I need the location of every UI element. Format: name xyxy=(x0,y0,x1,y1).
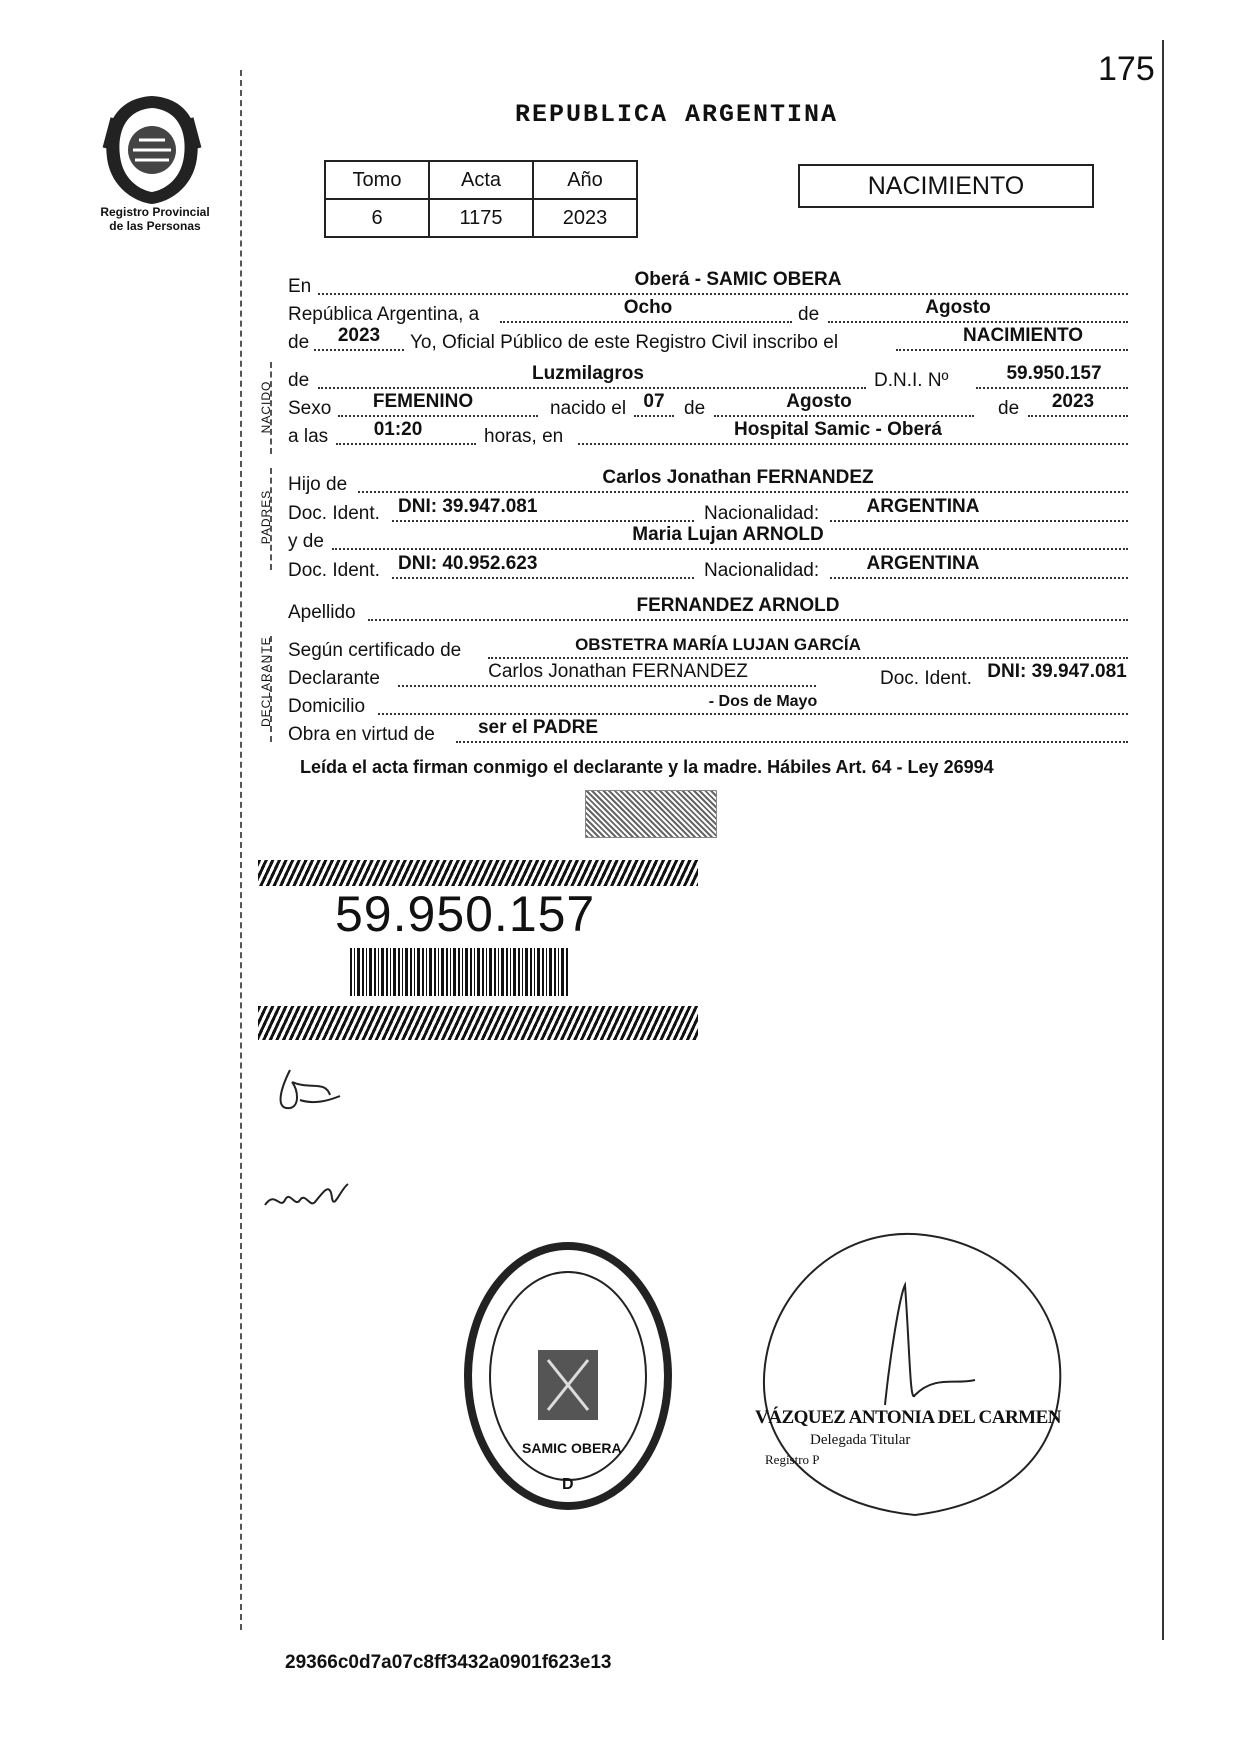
padre-nac-dots xyxy=(830,520,1128,522)
declarante-value: Carlos Jonathan FERNANDEZ xyxy=(488,661,748,682)
declarante-doc: DNI: 39.947.081 xyxy=(987,661,1127,682)
security-strip-top xyxy=(258,860,698,886)
apellido-value: FERNANDEZ ARNOLD xyxy=(636,595,840,616)
nacido-year-dots xyxy=(1028,415,1128,417)
dni-large: 59.950.157 xyxy=(335,886,596,942)
nombre-value: Luzmilagros xyxy=(532,363,644,384)
alas-label: a las xyxy=(288,426,329,447)
hijo-dots xyxy=(358,491,1128,493)
official-signature xyxy=(735,1205,1085,1535)
alas-dots xyxy=(336,443,476,445)
barcode xyxy=(350,948,570,996)
nacido-label: nacido el xyxy=(550,398,627,419)
official-name: VÁZQUEZ ANTONIA DEL CARMEN xyxy=(755,1407,1062,1428)
republica-month: Agosto xyxy=(925,297,991,318)
oficial-dots xyxy=(896,349,1128,351)
row-padre-doc xyxy=(288,497,1138,525)
doc-label: Doc. Ident. xyxy=(288,503,380,524)
yde-label: y de xyxy=(288,531,324,552)
row-alas xyxy=(288,420,1138,448)
row-apellido xyxy=(288,596,1138,624)
right-margin-line xyxy=(1162,40,1164,1640)
closing-text: Leída el acta firman conmigo el declarante y la madre. Hábiles Art. 64 - Ley 26994 xyxy=(300,757,994,777)
row-domicilio xyxy=(288,690,1138,718)
doc2-label: Doc. Ident. xyxy=(288,560,380,581)
value-tomo: 6 xyxy=(325,199,429,237)
madre-nac-dots xyxy=(830,577,1128,579)
registry-line-2: de las Personas xyxy=(109,219,201,233)
oficial-text: Yo, Oficial Público de este Registro Civil inscribo el xyxy=(410,332,839,353)
domicilio-dots xyxy=(378,713,1128,715)
padre-value: Carlos Jonathan FERNANDEZ xyxy=(602,467,874,488)
en-value: Oberá - SAMIC OBERA xyxy=(634,269,842,290)
value-anio: 2023 xyxy=(533,199,637,237)
year-dots xyxy=(314,349,404,351)
left-margin-line xyxy=(240,70,242,1630)
official-org: Registro P xyxy=(765,1452,820,1467)
year-prefix: de xyxy=(288,332,310,353)
page-number: 175 xyxy=(1098,50,1155,88)
madre-nac: ARGENTINA xyxy=(866,553,980,574)
nacido-de2-label: de xyxy=(998,398,1020,419)
register-table-values xyxy=(325,199,637,237)
dni-value: 59.950.157 xyxy=(1006,363,1102,384)
obra-label: Obra en virtud de xyxy=(288,724,435,745)
nacido-month: Agosto xyxy=(786,391,852,412)
republica-dots-1 xyxy=(500,321,792,323)
record-type-box: NACIMIENTO xyxy=(798,164,1094,208)
section-padres-label: PADRES xyxy=(259,489,273,545)
obra-value: ser el PADRE xyxy=(477,717,599,738)
padre-doc-dots xyxy=(392,520,694,522)
madre-doc-dots xyxy=(392,577,694,579)
padre-nac: ARGENTINA xyxy=(866,496,980,517)
row-nombre xyxy=(288,364,1138,392)
register-table-header xyxy=(325,161,637,199)
section-declarante-label: DECLARANTE xyxy=(259,636,273,727)
obra-dots xyxy=(456,741,1128,743)
date-stamp xyxy=(585,790,717,838)
nacido-day: 07 xyxy=(643,391,665,412)
register-table xyxy=(324,160,638,238)
madre-dots xyxy=(332,548,1128,550)
row-republica xyxy=(288,298,1138,326)
republica-dots-2 xyxy=(828,321,1128,323)
section-nacido-label: NACIDO xyxy=(259,380,273,434)
lugar-value: Hospital Samic - Oberá xyxy=(733,419,942,440)
row-sexo xyxy=(288,392,1138,420)
hijo-label: Hijo de xyxy=(288,474,348,495)
row-madre-doc xyxy=(288,554,1138,582)
official-seal xyxy=(462,1240,674,1512)
segun-value: OBSTETRA MARÍA LUJAN GARCÍA xyxy=(575,635,861,654)
header-acta: Acta xyxy=(429,161,533,199)
horas-label: horas, en xyxy=(484,426,564,447)
sexo-value: FEMENINO xyxy=(372,391,474,412)
header-tomo: Tomo xyxy=(325,161,429,199)
row-en xyxy=(288,270,1138,298)
alas-value: 01:20 xyxy=(373,419,423,440)
row-segun xyxy=(288,634,1138,662)
lugar-dots xyxy=(578,443,1128,445)
nacido-day-dots xyxy=(634,415,674,417)
declarante-label: Declarante xyxy=(288,668,380,689)
row-hijo xyxy=(288,468,1138,496)
nombre-dots xyxy=(318,387,866,389)
en-label: En xyxy=(288,276,312,297)
decl-doc-label: Doc. Ident. xyxy=(880,668,972,689)
apellido-label: Apellido xyxy=(288,602,356,623)
sexo-dots xyxy=(338,415,538,417)
oficial-value: NACIMIENTO xyxy=(963,325,1083,346)
row-oficial xyxy=(288,326,1138,354)
year-value: 2023 xyxy=(337,325,381,346)
nacido-month-dots xyxy=(714,415,974,417)
document-title: REPUBLICA ARGENTINA xyxy=(515,100,839,129)
row-declarante xyxy=(288,662,1138,690)
nac2-label: Nacionalidad: xyxy=(704,560,820,581)
nacido-year: 2023 xyxy=(1051,391,1095,412)
row-madre xyxy=(288,525,1138,553)
apellido-dots xyxy=(368,619,1128,621)
madre-doc: DNI: 40.952.623 xyxy=(398,553,538,574)
seal-letter: D xyxy=(562,1476,574,1493)
province-logo xyxy=(95,88,210,208)
republica-de-label: de xyxy=(798,304,820,325)
segun-dots xyxy=(488,657,1128,659)
row-obra xyxy=(288,718,1138,746)
nacido-de-label: de xyxy=(684,398,706,419)
en-dots xyxy=(318,293,1128,295)
domicilio-label: Domicilio xyxy=(288,696,366,717)
madre-value: Maria Lujan ARNOLD xyxy=(632,524,824,545)
registry-name xyxy=(80,205,230,233)
nac-label: Nacionalidad: xyxy=(704,503,820,524)
domicilio-value: - Dos de Mayo xyxy=(708,693,818,710)
republica-day: Ocho xyxy=(623,297,673,318)
dni-label: D.N.I. Nº xyxy=(874,370,949,391)
value-acta: 1175 xyxy=(429,199,533,237)
header-anio: Año xyxy=(533,161,637,199)
republica-label: República Argentina, a xyxy=(288,304,480,325)
seal-bottom-text: SAMIC OBERA xyxy=(522,1440,622,1456)
sexo-label: Sexo xyxy=(288,398,332,419)
official-role: Delegada Titular xyxy=(810,1432,911,1448)
document-hash: 29366c0d7a07c8ff3432a0901f623e13 xyxy=(285,1652,612,1673)
registry-line-1: Registro Provincial xyxy=(100,205,210,219)
declarante-dots xyxy=(398,685,816,687)
security-strip-bottom xyxy=(258,1006,698,1040)
dni-dots xyxy=(976,387,1128,389)
nombre-label: de xyxy=(288,370,310,391)
mother-signature xyxy=(260,1170,360,1220)
segun-label: Según certificado de xyxy=(288,640,462,661)
declarant-signature xyxy=(270,1060,360,1120)
padre-doc: DNI: 39.947.081 xyxy=(398,496,538,517)
